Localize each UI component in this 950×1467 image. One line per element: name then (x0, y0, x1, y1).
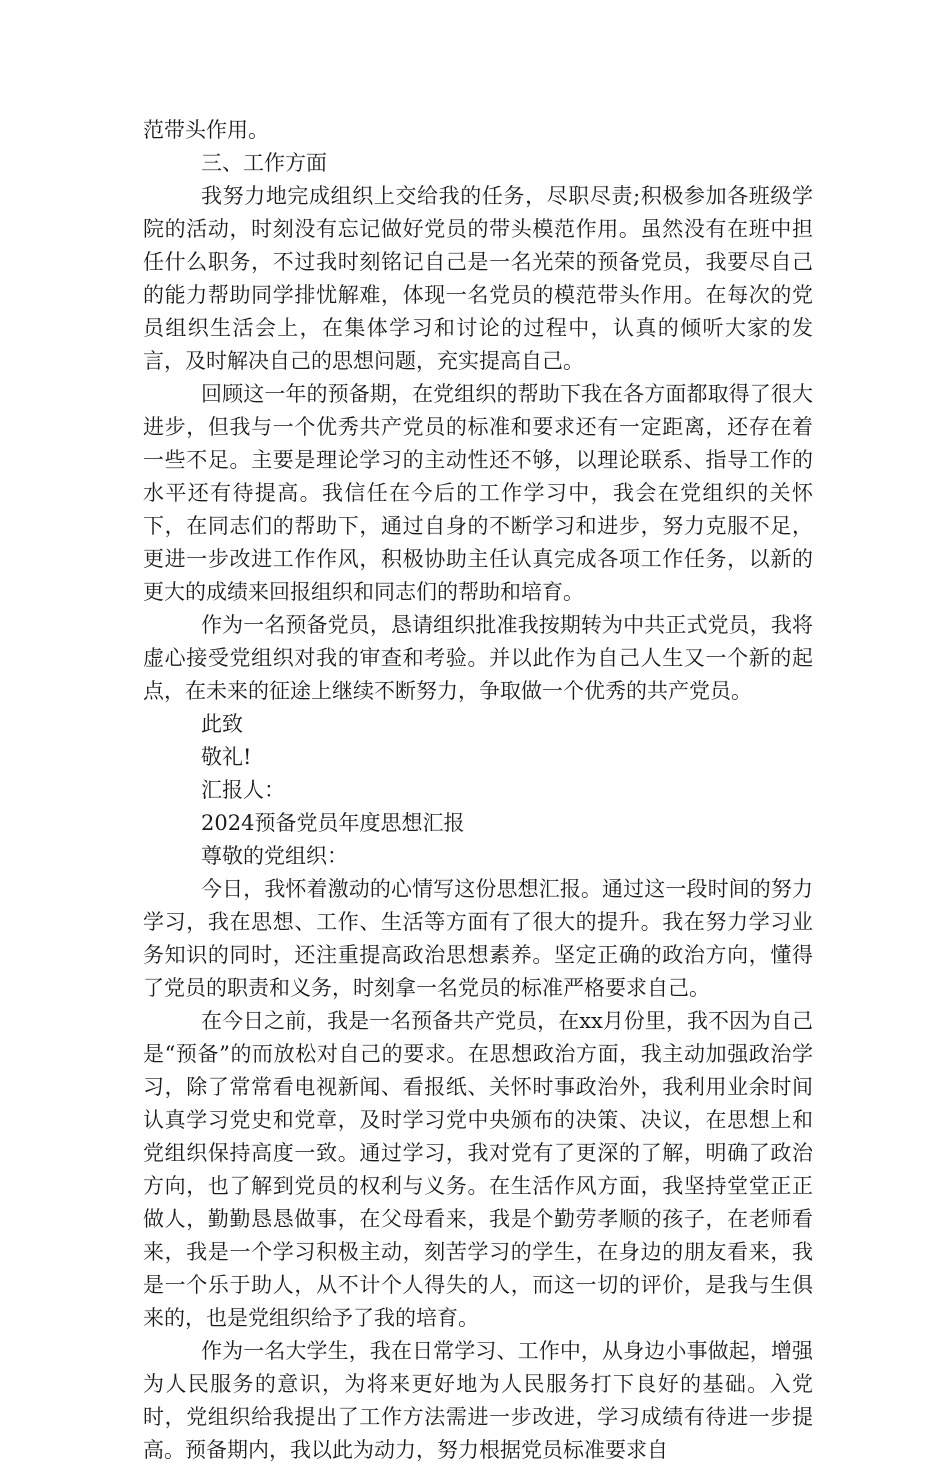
paragraph-intro: 今日，我怀着激动的心情写这份思想汇报。通过这一段时间的努力学习，我在思想、工作、生活等方面有了很大的提升。我在努力学习业务知识的同时，还注重提高政治思想素养。坚定正确的政治方向，懂得了党员的职责和义务，时刻拿一名党员的标准严格要求自己。 (143, 877, 813, 1000)
paragraph-work-tasks: 我努力地完成组织上交给我的任务，尽职尽责;积极参加各班级学院的活动，时刻没有忘记做好党员的带头模范作用。虽然没有在班中担任什么职务，不过我时刻铭记自己是一名光荣的预备党员，我要尽自己的能力帮助同学排忧解难，体现一名党员的模范带头作用。在每次的党员组织生活会上，在集体学习和讨论的过程中，认真的倾听大家的发言，及时解决自己的思想问题，充实提高自己。 (143, 184, 813, 373)
section-heading-work: 三、工作方面 (201, 151, 327, 175)
reporter-label: 汇报人： (201, 778, 285, 802)
paragraph-student: 作为一名大学生，我在日常学习、工作中，从身边小事做起，增强为人民服务的意识，为将来更好地为人民服务打下良好的基础。入党时，党组织给我提出了工作方法需进一步改进，学习成绩有待进一步提高。预备期内，我以此为动力，努力根据党员标准要求自 (143, 1339, 813, 1462)
greeting: 尊敬的党组织： (201, 844, 348, 868)
closing-salutation: 此致 (201, 712, 243, 736)
closing-regards: 敬礼! (201, 745, 252, 769)
document-body (143, 114, 813, 1467)
paragraph-review: 回顾这一年的预备期，在党组织的帮助下我在各方面都取得了很大进步，但我与一个优秀共产党员的标准和要求还有一定距离，还存在着一些不足。主要是理论学习的主动性还不够，以理论联系、指导工作的水平还有待提高。我信任在今后的工作学习中，我会在党组织的关怀下，在同志们的帮助下，通过自身的不断学习和进步，努力克服不足，更进一步改进工作作风，积极协助主任认真完成各项工作任务，以新的更大的成绩来回报组织和同志们的帮助和培育。 (143, 382, 813, 604)
paragraph-continuation: 范带头作用。 (143, 118, 269, 142)
paragraph-before-today: 在今日之前，我是一名预备共产党员，在xx月份里，我不因为自己是“预备”的而放松对自己的要求。在思想政治方面，我主动加强政治学习，除了常常看电视新闻、看报纸、关怀时事政治外，我利用业余时间认真学习党史和党章，及时学习党中央颁布的决策、决议，在思想上和党组织保持高度一致。通过学习，我对党有了更深的了解，明确了政治方向，也了解到党员的权利与义务。在生活作风方面，我坚持堂堂正正做人，勤勤恳恳做事，在父母看来，我是个勤劳孝顺的孩子，在老师看来，我是一个学习积极主动，刻苦学习的学生，在身边的朋友看来，我是一个乐于助人，从不计个人得失的人，而这一切的评价，是我与生俱来的，也是党组织给予了我的培育。 (143, 1009, 813, 1330)
report-title: 2024预备党员年度思想汇报 (201, 811, 465, 835)
paragraph-request: 作为一名预备党员，恳请组织批准我按期转为中共正式党员，我将虚心接受党组织对我的审查和考验。并以此作为自己人生又一个新的起点，在未来的征途上继续不断努力，争取做一个优秀的共产党员。 (143, 613, 813, 703)
